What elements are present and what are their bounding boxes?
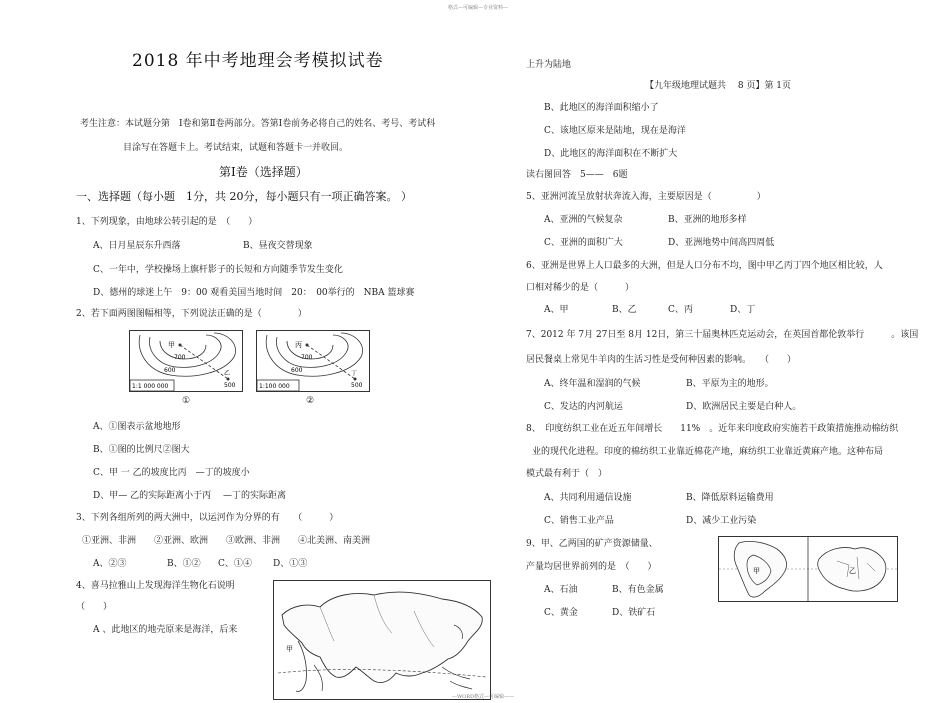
contour-map-2-svg [257,331,369,391]
q6-option-a: A、甲 [544,305,569,315]
fig1-scale: 1:1 000 000 [132,383,169,390]
fig2-label-bing: 丙 [295,341,302,349]
contour-map-1 [129,330,243,392]
fig1-label-600: 600 [164,367,176,374]
q7-option-b: B、平原为主的地形。 [686,379,774,389]
brazil-australia-map [718,536,898,602]
q7-option-c: C、发达的内河航运 [544,402,623,412]
q8-option-d: D、减少工业污染 [686,516,757,526]
question-4: 4、喜马拉雅山上发现海洋生物化石说明 [76,581,235,591]
q4-option-d: D、此地区的海洋面积在不断扩大 [544,149,678,159]
q5-option-d: D、亚洲地势中间高四周低 [668,238,775,248]
q6-option-c: C、丙 [668,305,693,315]
question-1: 1、下列现象，由地球公转引起的是 （ ） [76,217,258,227]
fig3-label-jia: 甲 [753,567,760,575]
notice-line-1: 考生注意：本试题分第 Ⅰ卷和第Ⅱ卷两部分。答第Ⅰ卷前务必将自己的姓名、考号、考试科 [80,119,436,129]
q4-option-c: C、该地区原来是陆地，现在是海洋 [544,126,686,136]
question-4-paren: （ ） [76,602,113,612]
question-6-line-2: 口相对稀少的是（ ） [526,283,635,293]
contour-map-1-svg [130,331,242,391]
q4-option-b: B、此地区的海洋面积缩小了 [544,103,659,113]
q4-option-a: A 、此地区的地壳原来是海洋，后来 [93,625,238,635]
contour-map-1-caption: ① [182,396,191,406]
q2-option-a: A、①图表示盆地地形 [93,422,181,432]
q2-option-d: D、甲— 乙的实际距离小于丙 —丁的实际距离 [93,491,286,501]
q1-option-c: C、一年中，学校操场上旗杆影子的长短和方向随季节发生变化 [93,265,343,275]
q8-option-c: C、销售工业产品 [544,516,614,526]
q9-option-b: B、有色金属 [612,585,664,595]
fig1-label-jia: 甲 [168,341,175,349]
q2-option-c: C、甲 一 乙的坡度比丙 —丁的坡度小 [93,468,250,478]
question-7-line-1: 7、2012 年 7月 27日至 8月 12日，第三十届奥林匹克运动会，在英国首都伦敦举行 。该国 [526,330,919,340]
q3-option-b: B、①② [167,559,201,569]
asia-map [273,580,491,700]
q6-option-d: D、丁 [730,305,756,315]
q3-option-c: C、①④ [218,559,252,569]
q7-option-a: A、终年温和湿润的气候 [544,379,641,389]
question-8-line-3: 模式最有利于（ ） [526,469,608,479]
q4-continuation: 上升为陆地 [526,60,572,70]
contour-map-2-caption: ② [306,396,315,406]
question-8-line-2: 业的现代化进程。印度的棉纺织工业靠近棉花产地，麻纺织工业靠近黄麻产地。这种布局 [532,447,884,457]
q3-list: ①亚洲、非洲 ②亚洲、欧洲 ③欧洲、非洲 ④北美洲、南美洲 [82,536,371,546]
question-6-line-1: 6、亚洲是世界上人口最多的大洲，但是人口分布不均，图中甲乙丙丁四个地区相比较，人 [526,261,883,271]
q3-option-d: D、①③ [273,559,308,569]
asia-map-label-jia: 甲 [286,645,293,653]
question-5: 5、亚洲河流呈放射状奔流入海，主要原因是（ ） [526,192,766,202]
q9-option-c: C、黄金 [544,608,578,618]
q6-option-b: B、乙 [612,305,637,315]
fig1-label-yi: 乙 [224,370,231,377]
notice-line-2: 目涂写在答题卡上。考试结束，试题和答题卡一并收回。 [123,143,349,153]
question-3: 3、下列各组所列的两大洲中，以运河作为分界的有 （ ） [76,513,339,523]
question-8-line-1: 8、 印度纺织工业在近五年间增长 11% 。近年来印度政府实施若干政策措施推动棉纺织 [526,424,899,434]
page-header: 【九年级地理试题共 8 页】第 1页 [645,81,792,91]
q9-option-a: A、石油 [544,585,578,595]
question-9-line-2: 产量均居世界前列的是 （ ） [526,562,657,572]
fig2-label-500: 500 [351,382,363,389]
fig2-scale: 1:100 000 [259,383,290,390]
question-2: 2、若下面两图图幅相等，下列说法正确的是（ ） [76,309,307,319]
question-9-line-1: 9、甲、乙两国的矿产资源储量、 [526,539,658,549]
contour-map-2 [256,330,370,392]
question-7-line-2: 居民餐桌上常见牛羊肉的生活习性是受何种因素的影响。 （ ） [526,355,797,365]
q3-option-a: A、②③ [93,559,127,569]
top-header-note: 格式—可编辑—专业资料— [448,5,509,11]
q1-option-a: A、日月星辰东升西落 [93,241,181,251]
asia-map-svg [274,581,490,699]
bottom-footer-note: —WORD格式—可编辑—— [452,694,515,700]
q7-option-d: D、欧洲居民主要是白种人。 [686,402,802,412]
q8-option-b: B、降低原料运输费用 [686,493,774,503]
q1-option-b: B、昼夜交替现象 [243,241,313,251]
q5-option-b: B、亚洲的地形多样 [668,215,747,225]
fig1-label-500: 500 [224,382,236,389]
q2-option-b: B、①图的比例尺②图大 [93,445,190,455]
section-1-heading: 一、选择题（每小题 1分，共 20分，每小题只有一项正确答案。 ） [76,190,412,203]
fig2-label-ding: 丁 [351,370,358,377]
part-title: 第Ⅰ卷（选择题） [219,165,308,179]
brazil-australia-map-svg [719,537,897,601]
q5-option-a: A、亚洲的气候复杂 [544,215,623,225]
q1-option-d: D、德州的球迷上午 9：00 观看美国当地时间 20： 00举行的 NBA 篮球赛 [93,288,415,298]
q8-option-a: A、共同利用通信设施 [544,493,632,503]
fig1-label-700: 700 [174,354,186,361]
fig2-label-600: 600 [291,367,303,374]
fig3-label-yi: 乙 [849,567,856,575]
fig2-label-700: 700 [301,354,313,361]
q9-option-d: D、铁矿石 [612,608,656,618]
q5-option-c: C、亚洲的面积广大 [544,238,623,248]
exam-title: 2018 年中考地理会考模拟试卷 [132,51,384,71]
read-map-instruction: 读右图回答 5—— 6题 [526,170,628,180]
